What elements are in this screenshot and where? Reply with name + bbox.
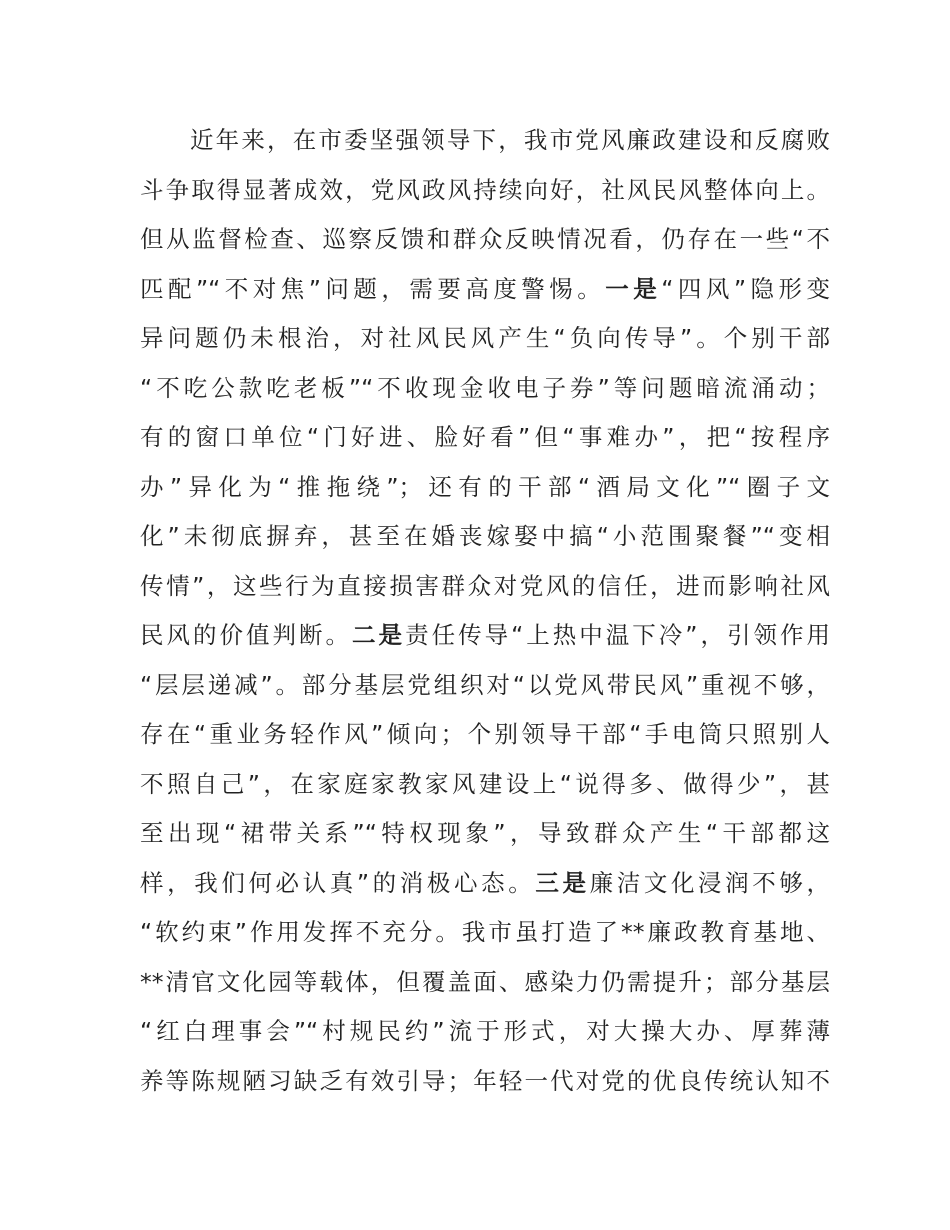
text-line-9: 化”未彻底摒弃，甚至在婚丧嫁娶中搞“小范围聚餐”“变相 <box>140 522 830 550</box>
text-line-16 <box>140 859 830 909</box>
point-two-label: 二是 <box>352 621 406 649</box>
text-line-8: 办”异化为“推拖绕”；还有的干部“酒局文化”“圈子文 <box>140 472 830 501</box>
text-line-13: 存在“重业务轻作风”倾向；个别领导干部“手电筒只照别人 <box>140 720 830 748</box>
body-paragraph <box>140 116 830 1106</box>
point-one-label: 一是 <box>605 274 662 303</box>
text-segment: 民风的价值判断。 <box>140 621 353 649</box>
text-segment: 匹配”“不对焦”问题，需要高度警惕。 <box>140 274 606 303</box>
text-line-1: 近年来，在市委坚强领导下，我市党风廉政建设和反腐败 <box>190 126 830 154</box>
text-segment: 责任传导“上热中温下冷”，引领作用 <box>405 621 830 649</box>
text-line-7: 有的窗口单位“门好进、脸好看”但“事难办”，把“按程序 <box>140 423 830 451</box>
text-line-17: “软约束”作用发挥不充分。我市虽打造了**廉政教育基地、 <box>140 918 830 946</box>
text-line-18: **清官文化园等载体，但覆盖面、感染力仍需提升；部分基层 <box>140 967 830 996</box>
text-line-20: 养等陈规陋习缺乏有效引导；年轻一代对党的优良传统认知不 <box>140 1066 830 1095</box>
text-segment: “四风”隐形变 <box>661 274 830 303</box>
text-line-12: “层层递减”。部分基层党组织对“以党风带民风”重视不够， <box>140 670 830 699</box>
text-line-15: 至出现“裙带关系”“特权现象”，导致群众产生“干部都这 <box>140 819 830 847</box>
text-line-2: 斗争取得显著成效，党风政风持续向好，社风民风整体向上。 <box>140 175 830 204</box>
text-segment: 廉洁文化浸润不够， <box>589 868 831 897</box>
text-line-4 <box>140 265 830 315</box>
point-three-label: 三是 <box>535 868 590 897</box>
text-line-10: 传情”，这些行为直接损害群众对党风的信任，进而影响社风 <box>140 571 830 600</box>
text-line-6: “不吃公款吃老板”“不收现金收电子券”等问题暗流涌动； <box>140 373 830 402</box>
text-line-11 <box>140 611 830 661</box>
text-line-14: 不照自己”，在家庭家教家风建设上“说得多、做得少”，甚 <box>140 769 830 798</box>
text-line-19: “红白理事会”“村规民约”流于形式，对大操大办、厚葬薄 <box>140 1017 830 1045</box>
text-line-5: 异问题仍未根治，对社风民风产生“负向传导”。个别干部 <box>140 324 830 352</box>
text-segment: 样，我们何必认真”的消极心态。 <box>140 868 536 897</box>
text-line-3: 但从监督检查、巡察反馈和群众反映情况看，仍存在一些“不 <box>140 225 830 253</box>
